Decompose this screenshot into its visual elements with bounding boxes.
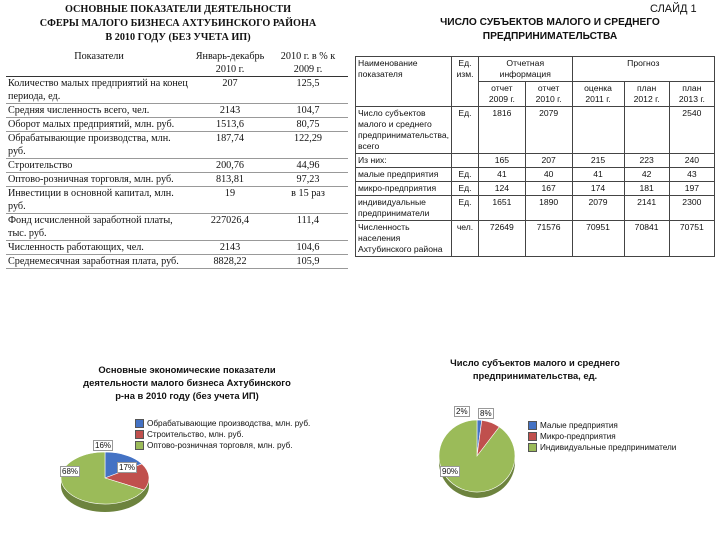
indicator-percent: 104,6 [296,242,320,253]
table-row [356,182,715,196]
row-value: 1651 [479,196,526,221]
row-value: 167 [525,182,572,196]
row-value: 70751 [669,221,714,257]
row-name: микро-предприятия [356,182,452,196]
left-title-line-1: ОСНОВНЫЕ ПОКАЗАТЕЛИ ДЕЯТЕЛЬНОСТИ [64,4,291,15]
header-indicators: Показатели [6,50,192,77]
row-name: Число субъектов малого и среднего предпринимательства, всего [356,107,452,154]
indicator-percent: 44,96 [296,160,320,171]
right-chart-legend [528,420,676,453]
subjects-body [356,107,715,257]
indicator-name: Фонд исчисленной заработной платы, тыс. руб. [8,215,173,239]
indicator-name: Оптово-розничная торговля, млн. руб. [8,174,174,185]
row-value: 174 [572,182,624,196]
indicator-percent: 105,9 [296,256,320,267]
left-legend-item-1 [135,418,310,429]
subheader-2013: план 2013 г. [669,82,714,107]
legend-label: Микро-предприятия [540,432,616,441]
left-chart-legend [135,418,310,451]
left-legend-item-3 [135,440,310,451]
indicator-value: 187,74 [215,133,244,144]
row-value: 42 [624,168,669,182]
indicator-percent: 97,23 [296,174,320,185]
right-title-line-2: ПРЕДПРИНИМАТЕЛЬСТВА [482,31,618,42]
table-row [356,154,715,168]
row-value: 2540 [669,107,714,154]
right-pie-label-3: 90% [442,467,459,476]
indicator-percent: 80,75 [296,119,320,130]
row-value: 1816 [479,107,526,154]
indicator-percent: в 15 раз [291,188,325,199]
indicator-percent: 104,7 [296,105,320,116]
indicator-name: Средняя численность всего, чел. [8,105,150,116]
row-value: 43 [669,168,714,182]
left-title [8,3,348,45]
right-title [380,16,720,44]
table-row [6,118,348,132]
legend-label: Индивидуальные предприниматели [540,443,677,452]
row-value [572,107,624,154]
row-unit: чел. [452,221,479,257]
indicator-name: Строительство [8,160,73,171]
indicator-value: 2143 [219,242,241,253]
left-title-line-3: В 2010 ГОДУ (БЕЗ УЧЕТА ИП) [105,32,251,43]
row-value: 71576 [525,221,572,257]
table-row [6,241,348,255]
row-value [624,107,669,154]
right-pie-label-2: 8% [480,409,492,418]
row-value: 41 [572,168,624,182]
row-name: Из них: [356,154,452,168]
subjects-header-row-1 [356,57,715,82]
left-legend-item-2 [135,429,310,440]
header-unit: Ед. изм. [452,57,479,107]
table-row [6,77,348,104]
table-row [356,221,715,257]
left-pie-label-3: 68% [62,467,79,476]
legend-label: Обрабатывающие производства, млн. руб. [147,419,311,428]
legend-label: Малые предприятия [540,421,618,430]
indicator-percent: 125,5 [296,78,320,89]
left-pie-label-2: 17% [119,463,136,472]
indicator-value: 200,76 [215,160,244,171]
row-value: 2300 [669,196,714,221]
table-row [356,168,715,182]
indicator-name: Инвестиции в основной капитал, млн. руб. [8,188,174,212]
table-row [6,187,348,214]
indicator-value: 227026,4 [210,215,250,226]
table-row [6,173,348,187]
legend-swatch [135,419,144,428]
row-value: 70951 [572,221,624,257]
indicator-percent: 122,29 [293,133,322,144]
header-jan-dec: Январь-декабрь 2010 г. [192,50,268,77]
row-value: 2079 [525,107,572,154]
row-value: 207 [525,154,572,168]
legend-label: Строительство, млн. руб. [147,430,244,439]
header-report: Отчетная информация [479,57,573,82]
indicator-name: Оборот малых предприятий, млн. руб. [8,119,175,130]
left-title-line-2: СФЕРЫ МАЛОГО БИЗНЕСА АХТУБИНСКОГО РАЙОНА [39,18,317,29]
subheader-2012: план 2012 г. [624,82,669,107]
indicator-name: Среднемесячная заработная плата, руб. [8,256,179,267]
subheader-2010: отчет 2010 г. [525,82,572,107]
indicator-value: 1513,6 [215,119,244,130]
right-title-line-1: ЧИСЛО СУБЪЕКТОВ МАЛОГО И СРЕДНЕГО [440,17,660,28]
left-chart-title: Основные экономические показатели деятельности малого бизнеса Ахтубинского р-на в 2010 году (без учета ИП) [83,364,291,401]
table-row [6,159,348,173]
indicators-table [6,50,348,269]
row-value: 215 [572,154,624,168]
row-name: индивидуальные предприниматели [356,196,452,221]
row-value: 40 [525,168,572,182]
header-forecast: Прогноз [572,57,714,82]
indicator-name: Обрабатывающие производства, млн. руб. [8,133,171,157]
table-row [6,104,348,118]
pie-slice-3 [439,420,515,492]
subjects-table [355,56,715,257]
header-percent: 2010 г. в % к 2009 г. [268,50,348,77]
row-value: 72649 [479,221,526,257]
row-value: 165 [479,154,526,168]
row-value: 181 [624,182,669,196]
subheader-2009: отчет 2009 г. [479,82,526,107]
row-value: 2141 [624,196,669,221]
indicator-percent: 111,4 [296,215,320,226]
row-value: 2079 [572,196,624,221]
row-value: 70841 [624,221,669,257]
right-chart-title: Число субъектов малого и среднего предпринимательства, ед. [450,357,620,381]
row-value: 1890 [525,196,572,221]
row-value: 223 [624,154,669,168]
right-pie-chart [425,408,535,518]
row-unit: Ед. [452,107,479,154]
indicator-value: 19 [224,188,236,199]
row-value: 41 [479,168,526,182]
row-value: 197 [669,182,714,196]
row-value: 240 [669,154,714,168]
legend-label: Оптово-розничная торговля, млн. руб. [147,441,293,450]
indicator-value: 207 [222,78,238,89]
row-name: Численность населения Ахтубинского района [356,221,452,257]
indicator-name: Численность работающих, чел. [8,242,144,253]
right-legend-item-1 [528,420,676,431]
left-pie-label-1: 16% [95,441,112,450]
indicator-value: 2143 [219,105,241,116]
table-row [356,107,715,154]
table-row [6,214,348,241]
indicator-name: Количество малых предприятий на конец периода, ед. [8,78,188,102]
indicator-value: 8828,22 [213,256,247,267]
row-value: 124 [479,182,526,196]
row-unit: Ед. [452,196,479,221]
row-unit [452,154,479,168]
row-unit: Ед. [452,182,479,196]
subheader-2011: оценка 2011 г. [572,82,624,107]
table-row [6,255,348,269]
slide-label: СЛАЙД 1 [650,3,697,15]
indicator-value: 813,81 [215,174,244,185]
table-row [356,196,715,221]
header-name: Наименование показателя [356,57,452,107]
row-unit: Ед. [452,168,479,182]
left-pie-chart [50,438,160,538]
indicators-body [6,77,348,269]
right-legend-item-3 [528,442,676,453]
indicators-header-row [6,50,348,77]
table-row [6,132,348,159]
row-name: малые предприятия [356,168,452,182]
right-pie-label-1: 2% [456,407,468,416]
right-legend-item-2 [528,431,676,442]
